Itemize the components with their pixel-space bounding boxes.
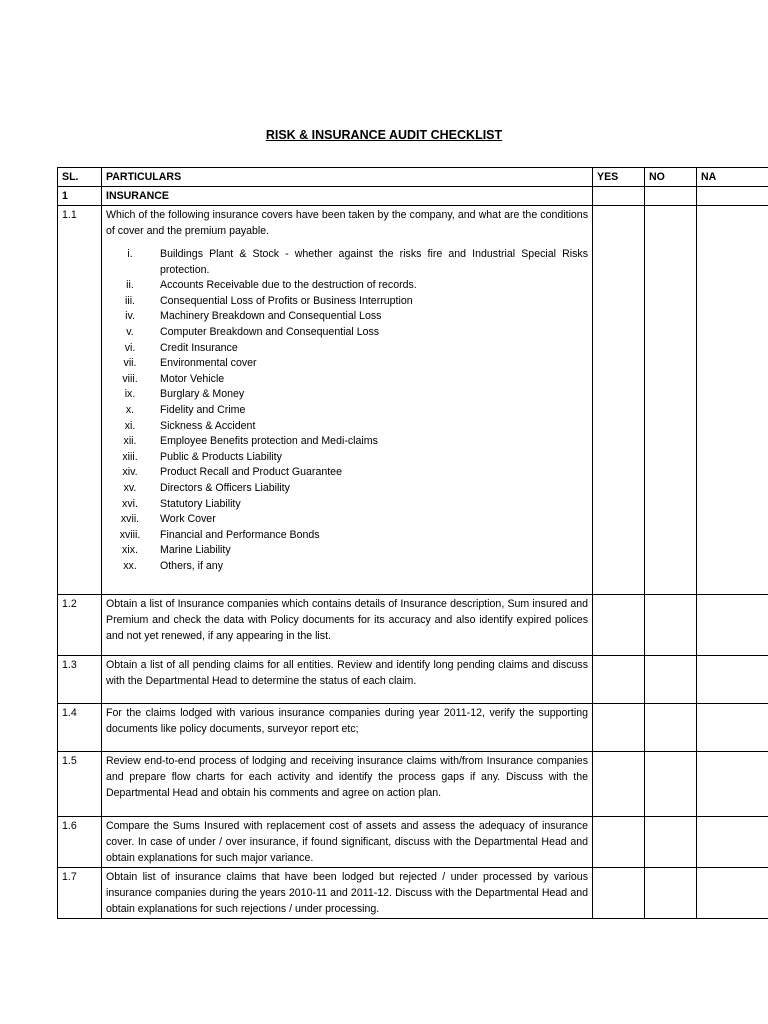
header-sl: SL.: [58, 168, 102, 187]
table-row: [58, 704, 768, 752]
cover-item: [106, 387, 588, 403]
cover-item-number: vii.: [123, 357, 137, 370]
header-row: [58, 168, 768, 187]
row-particulars: Obtain a list of all pending claims for all entities. Review and identify long pending claims and discuss with the Departmental Head to determine the status of each claim.: [102, 656, 593, 704]
no-cell: [645, 187, 697, 206]
cover-item-text: Accounts Receivable due to the destruction of records.: [160, 279, 417, 292]
na-cell[interactable]: [697, 206, 768, 595]
cover-item: [106, 481, 588, 497]
yes-cell[interactable]: [593, 704, 645, 752]
cover-item-number: xii.: [123, 435, 137, 448]
row-number: 1.1: [58, 206, 102, 595]
row-number: 1.7: [58, 868, 102, 919]
cover-item-text: Public & Products Liability: [160, 450, 282, 463]
row-particulars: Obtain a list of Insurance companies which contains details of Insurance description, Sum insured and Premium and check the data with Policy documents for its accuracy and also identify expired polices and not yet renewed, if any appearing in the list.: [102, 595, 593, 656]
na-cell[interactable]: [697, 656, 768, 704]
cover-item-number: xiii.: [122, 450, 138, 463]
cover-item: [106, 543, 588, 559]
cover-item-text: Sickness & Accident: [160, 419, 256, 432]
cover-list: [106, 247, 588, 574]
cover-item-text: Employee Benefits protection and Medi-claims: [160, 435, 378, 448]
section-row: [58, 187, 768, 206]
na-cell[interactable]: [697, 704, 768, 752]
cover-item-number: xvii.: [120, 513, 140, 526]
cover-item: [106, 403, 588, 419]
na-cell[interactable]: [697, 817, 768, 868]
cover-item-text: Burglary & Money: [160, 388, 245, 401]
row-number: 1.4: [58, 704, 102, 752]
cover-item-number: x.: [125, 403, 135, 416]
cover-item-text: Credit Insurance: [160, 341, 238, 354]
header-yes: YES: [593, 168, 645, 187]
yes-cell[interactable]: [593, 752, 645, 817]
cover-item-text: Financial and Performance Bonds: [160, 528, 320, 541]
row-particulars: Compare the Sums Insured with replacement cost of assets and assess the adequacy of insurance cover. In case of under / over insurance, if found significant, discuss with the Departmental Head and obtain explanations for such major variance.: [102, 817, 593, 868]
cover-item-number: ix.: [124, 388, 136, 401]
row-number: 1.5: [58, 752, 102, 817]
cover-item: [106, 512, 588, 528]
cover-item: [106, 341, 588, 357]
header-no: NO: [645, 168, 697, 187]
cover-item-number: xiv.: [122, 466, 138, 479]
cover-item: [106, 294, 588, 310]
cover-item: [106, 419, 588, 435]
cover-item-number: iii.: [124, 294, 135, 307]
cover-item-text: Fidelity and Crime: [160, 403, 246, 416]
audit-checklist-table: [57, 167, 768, 919]
yes-cell[interactable]: [593, 868, 645, 919]
cover-item-text: Others, if any: [160, 559, 223, 572]
cover-item: [106, 559, 588, 575]
cover-item: [106, 528, 588, 544]
cover-item: [106, 497, 588, 513]
no-cell[interactable]: [645, 868, 697, 919]
cover-item-number: i.: [127, 248, 133, 260]
cover-item-number: v.: [126, 325, 134, 338]
yes-cell[interactable]: [593, 595, 645, 656]
cover-item: [106, 434, 588, 450]
row-number: 1.6: [58, 817, 102, 868]
no-cell[interactable]: [645, 656, 697, 704]
cover-item-number: ii.: [126, 279, 134, 292]
table-row: [58, 752, 768, 817]
no-cell[interactable]: [645, 206, 697, 595]
header-particulars: PARTICULARS: [102, 168, 593, 187]
cover-item-number: xix.: [122, 544, 138, 557]
no-cell[interactable]: [645, 752, 697, 817]
yes-cell[interactable]: [593, 817, 645, 868]
cover-item-number: xviii.: [119, 528, 141, 541]
cover-item-text: Machinery Breakdown and Consequential Loss: [160, 310, 382, 323]
row-particulars: Review end-to-end process of lodging and receiving insurance claims with/from Insurance companies and prepare flow charts for each activity and identify the process gaps if any. Discuss with the Departmental Head and obtain his comments and agree on action plan.: [102, 752, 593, 817]
cover-item: [106, 450, 588, 466]
header-na: NA: [697, 168, 768, 187]
cover-item-text: Product Recall and Product Guarantee: [160, 466, 342, 479]
table-row: [58, 656, 768, 704]
cover-item: [106, 465, 588, 481]
na-cell[interactable]: [697, 752, 768, 817]
cover-item: [106, 247, 588, 278]
section-number: 1: [58, 187, 102, 206]
row-number: 1.3: [58, 656, 102, 704]
row-particulars: For the claims lodged with various insurance companies during year 2011-12, verify the supporting documents like policy documents, surveyor report etc;: [102, 704, 593, 752]
na-cell: [697, 187, 768, 206]
cover-item-text: Buildings Plant & Stock - whether against the risks fire and Industrial Special Risks protection.: [160, 248, 588, 276]
row-particulars: Obtain list of insurance claims that have been lodged but rejected / under processed by various insurance companies during the years 2010-11 and 2011-12. Discuss with the Departmental Head and obtain explanations for such rejections / under processing.: [102, 868, 593, 919]
cover-item-text: Directors & Officers Liability: [160, 481, 290, 494]
na-cell[interactable]: [697, 868, 768, 919]
cover-item: [106, 356, 588, 372]
cover-item-text: Motor Vehicle: [160, 372, 225, 385]
cover-item-number: xx.: [123, 559, 137, 572]
cover-item-number: iv.: [125, 310, 135, 323]
na-cell[interactable]: [697, 595, 768, 656]
row-particulars: [102, 206, 593, 595]
no-cell[interactable]: [645, 704, 697, 752]
yes-cell: [593, 187, 645, 206]
cover-item-text: Computer Breakdown and Consequential Loss: [160, 325, 380, 338]
yes-cell[interactable]: [593, 656, 645, 704]
row-text: Which of the following insurance covers have been taken by the company, and what are the conditions of cover and the premium payable.: [106, 209, 588, 237]
table-row: [58, 817, 768, 868]
cover-item-text: Statutory Liability: [160, 497, 241, 510]
cover-item-number: xvi.: [122, 497, 138, 510]
cover-item: [106, 278, 588, 294]
yes-cell[interactable]: [593, 206, 645, 595]
table-row: [58, 868, 768, 919]
cover-item: [106, 372, 588, 388]
cover-item-number: vi.: [124, 341, 136, 354]
cover-item: [106, 325, 588, 341]
table-row: [58, 595, 768, 656]
cover-item: [106, 309, 588, 325]
no-cell[interactable]: [645, 595, 697, 656]
row-number: 1.2: [58, 595, 102, 656]
cover-item-text: Consequential Loss of Profits or Business Interruption: [160, 294, 413, 307]
cover-item-number: viii.: [122, 372, 138, 385]
cover-item-text: Work Cover: [160, 513, 216, 526]
cover-item-text: Environmental cover: [160, 357, 257, 370]
document-title: RISK & INSURANCE AUDIT CHECKLIST: [265, 128, 503, 142]
table-row: [58, 206, 768, 595]
no-cell[interactable]: [645, 817, 697, 868]
cover-item-number: xi.: [124, 419, 136, 432]
cover-item-number: xv.: [123, 481, 137, 494]
section-title: INSURANCE: [102, 187, 593, 206]
cover-item-text: Marine Liability: [160, 544, 231, 557]
